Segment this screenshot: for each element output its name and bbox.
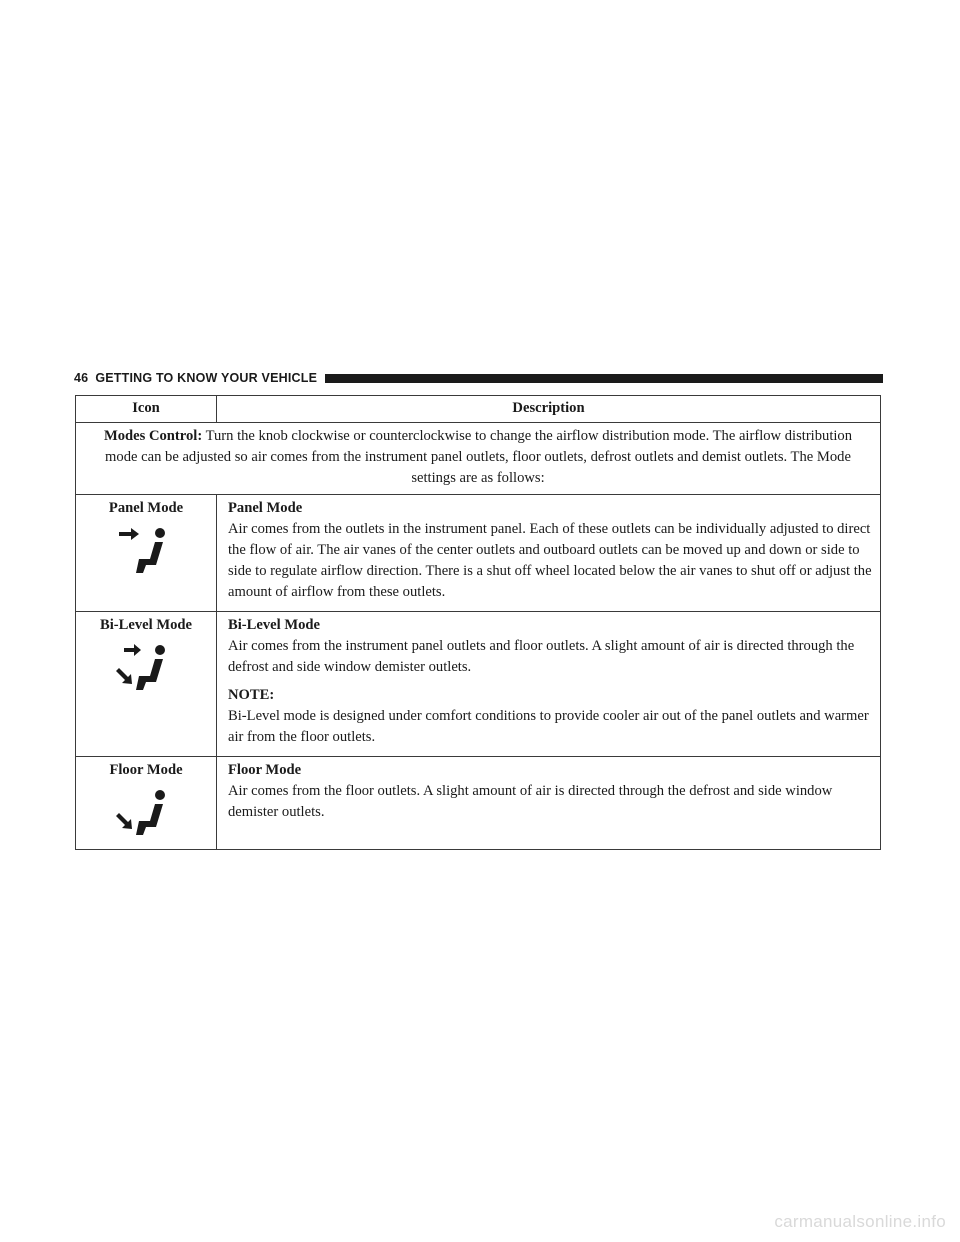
icon-cell-bi-level (76, 612, 217, 757)
section-title: GETTING TO KNOW YOUR VEHICLE (95, 371, 318, 385)
modes-control-label: Modes Control: (103, 428, 203, 444)
panel-mode-title: Panel Mode (228, 500, 303, 516)
bi-level-mode-label: Bi-Level Mode (99, 617, 192, 633)
note-text: Bi-Level mode is designed under comfort conditions to provide cooler air out of the panel outlets and warmer air from the floor outlets. (228, 708, 869, 745)
note-title: NOTE: (228, 687, 275, 703)
page-number: 46 (74, 371, 89, 385)
intro-row (76, 423, 881, 495)
watermark: carmanualsonline.info (774, 1212, 946, 1231)
table-row (76, 757, 881, 850)
modes-table (75, 395, 881, 850)
floor-mode-text: Air comes from the floor outlets. A slight amount of air is directed through the defrost and side window demister outlets. (228, 783, 833, 820)
table-row (76, 612, 881, 757)
row-spacer (228, 823, 874, 841)
table-header-row (76, 396, 881, 423)
description-cell-floor (217, 757, 881, 850)
icon-cell-panel (76, 495, 217, 612)
panel-mode-label: Panel Mode (108, 500, 184, 516)
description-cell-bi-level (217, 612, 881, 757)
table-row (76, 495, 881, 612)
bi-level-mode-title: Bi-Level Mode (228, 617, 321, 633)
modes-control-intro (76, 423, 881, 495)
floor-mode-title: Floor Mode (228, 762, 302, 778)
description-cell-panel (217, 495, 881, 612)
floor-mode-label: Floor Mode (109, 762, 183, 778)
modes-control-text: Turn the knob clockwise or counterclockwise to change the airflow distribution mode. The airflow distribution mode can be adjusted so air comes from the instrument panel outlets, floor outlets, defrost outlets and demist outlets. The Mode settings are as follows: (105, 428, 853, 486)
icon-cell-floor (76, 757, 217, 850)
column-header-description: Description (217, 396, 881, 423)
bi-level-mode-icon (116, 642, 176, 694)
floor-mode-icon (116, 787, 176, 839)
column-header-icon: Icon (76, 396, 217, 423)
panel-mode-icon (116, 525, 176, 577)
bi-level-mode-text: Air comes from the instrument panel outlets and floor outlets. A slight amount of air is directed through the defrost and side window demister outlets. (228, 638, 855, 675)
header-rule (325, 374, 883, 383)
page-header (74, 370, 883, 386)
panel-mode-text: Air comes from the outlets in the instrument panel. Each of these outlets can be individually adjusted to direct the flow of air. The air vanes of the center outlets and outboard outlets can be moved up and down or side to side to regulate airflow direction. There is a shut off wheel located below the air vanes to shut off or adjust the amount of airflow from these outlets. (228, 521, 872, 600)
